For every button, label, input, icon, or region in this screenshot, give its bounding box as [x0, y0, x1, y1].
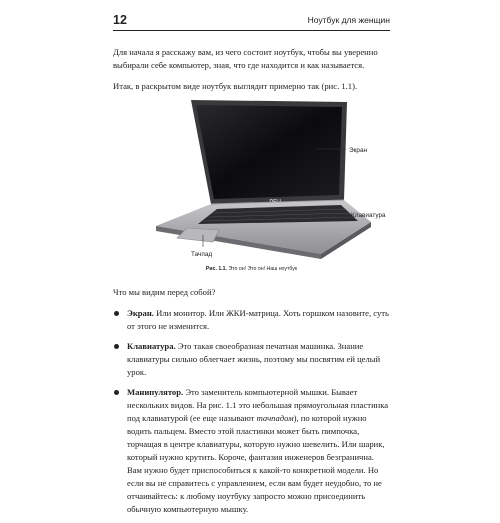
caption-label: Рис. 1.1. [205, 266, 227, 272]
list-item-italic-term: тачпадом [256, 413, 294, 423]
laptop-lid [191, 100, 347, 205]
list-item-term: Экран. [127, 308, 154, 318]
list-item [113, 386, 390, 516]
list-item-text: Это такая своеобразная печатная машинка. Знание клавиатуры сильно облегчает жизнь, поэтому мы посвятим ей целый урок. [127, 341, 381, 377]
bullet-icon [114, 311, 119, 316]
running-header [113, 13, 390, 29]
figure-lead-paragraph: Итак, в раскрытом виде ноутбук выглядит примерно так (рис. 1.1). [113, 81, 358, 91]
list-item-text: Это заменитель компьютерной мышки. Бывает нескольких видов. На рис. 1.1 это небольшая прямоугольная пластинка под клавиатурой (ее еще называют [127, 387, 389, 423]
caption-text: Это он! Это он! Наш ноутбук [228, 266, 298, 272]
page-number: 12 [113, 13, 127, 27]
figure-caption [113, 266, 390, 272]
laptop-figure [113, 97, 390, 267]
intro-paragraph: Для начала я расскажу вам, из чего состоит ноутбук, чтобы вы уверенно выбирали себе компьютер, зная, что где находится и как называется. [113, 47, 378, 70]
laptop-illustration [113, 97, 390, 267]
touchpad-callout: Тачпад [191, 251, 213, 258]
list-item-text: Или монитор. Или ЖКИ-матрица. Хоть горшком назовите, суть от этого не изменится. [127, 308, 389, 331]
list-item [113, 307, 390, 333]
laptop-screen [196, 105, 342, 199]
question-paragraph: Что мы видим перед собой? [113, 287, 216, 297]
running-title: Ноутбук для женщин [307, 15, 390, 25]
keyboard-callout: Клавиатура [351, 212, 386, 219]
list-item [113, 340, 390, 379]
list-item-text: ), по которой нужно водить пальцем. Вместо этой пластинки может быть пимпочка, торчащая в центре клавиатуры, которую нужно шевелить. Или шарик, который нужно крутить. Короче, фантазия инженеров безгранична. Вам нужно будет приспособиться к какой-то конкретной модели. Но если вы не справитесь с управлением, если вам будет неудобно, то не отчаивайтесь: к любому ноутбуку запросто можно присоединить обычную компьютерную мышку. [127, 413, 385, 514]
bullet-icon [114, 390, 119, 395]
header-rule [113, 30, 390, 31]
list-item-term: Манипулятор. [127, 387, 184, 397]
screen-callout: Экран [349, 147, 368, 154]
bullet-icon [114, 344, 119, 349]
laptop-base [156, 200, 371, 259]
component-list [113, 307, 390, 523]
list-item-term: Клавиатура. [127, 341, 176, 351]
